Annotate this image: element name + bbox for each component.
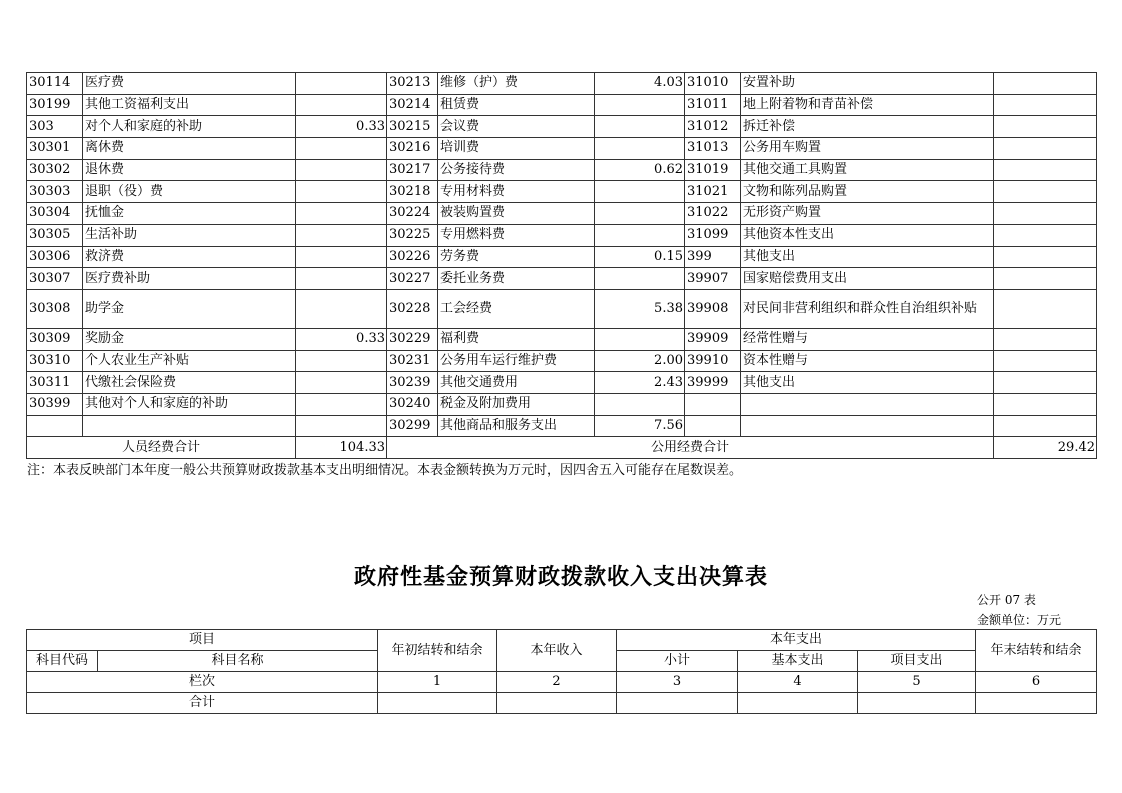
- table-row: [27, 415, 1097, 437]
- column-number: 5: [858, 672, 976, 693]
- personnel-code: 30309: [27, 328, 83, 350]
- column-number: 6: [976, 672, 1097, 693]
- personnel-code: [27, 415, 83, 437]
- capital-code: 31010: [685, 73, 741, 95]
- header-basic: 基本支出: [738, 651, 858, 672]
- capital-item: 公务用车购置: [741, 138, 994, 160]
- table-row: [27, 73, 1097, 95]
- personnel-item: 其他工资福利支出: [83, 94, 296, 116]
- public-code: 30229: [387, 328, 438, 350]
- personnel-item: 个人农业生产补贴: [83, 350, 296, 372]
- header-subtotal: 小计: [617, 651, 738, 672]
- public-amount: [595, 181, 685, 203]
- capital-item: 文物和陈列品购置: [741, 181, 994, 203]
- capital-item: 对民间非营利组织和群众性自治组织补贴: [741, 289, 994, 328]
- capital-amount: [994, 94, 1097, 116]
- capital-code: 31011: [685, 94, 741, 116]
- personnel-code: 30302: [27, 159, 83, 181]
- column-number: 4: [738, 672, 858, 693]
- capital-item: 其他支出: [741, 246, 994, 268]
- capital-item: 地上附着物和青苗补偿: [741, 94, 994, 116]
- personnel-item: 其他对个人和家庭的补助: [83, 393, 296, 415]
- table-row: [27, 94, 1097, 116]
- public-item: 被装购置费: [438, 203, 595, 225]
- column-number: 3: [617, 672, 738, 693]
- total-label: 合计: [27, 693, 378, 714]
- personnel-item: 离休费: [83, 138, 296, 160]
- table-row: [27, 159, 1097, 181]
- public-total-value: 29.42: [994, 437, 1097, 459]
- personnel-item: 退职（役）费: [83, 181, 296, 203]
- public-item: 专用材料费: [438, 181, 595, 203]
- public-item: 培训费: [438, 138, 595, 160]
- header-code: 科目代码: [27, 651, 98, 672]
- capital-code: 31022: [685, 203, 741, 225]
- personnel-item: 救济费: [83, 246, 296, 268]
- capital-amount: [994, 289, 1097, 328]
- public-code: 30218: [387, 181, 438, 203]
- public-amount: 2.00: [595, 350, 685, 372]
- personnel-code: 30307: [27, 268, 83, 290]
- personnel-item: 医疗费: [83, 73, 296, 95]
- personnel-amount: [296, 415, 387, 437]
- capital-amount: [994, 328, 1097, 350]
- personnel-code: 30303: [27, 181, 83, 203]
- personnel-code: 30301: [27, 138, 83, 160]
- public-amount: [595, 268, 685, 290]
- capital-item: 其他交通工具购置: [741, 159, 994, 181]
- personnel-item: 奖励金: [83, 328, 296, 350]
- personnel-amount: 0.33: [296, 328, 387, 350]
- public-code: 30225: [387, 224, 438, 246]
- table-row: [27, 350, 1097, 372]
- header-item: 项目: [27, 630, 378, 651]
- table-row: [27, 289, 1097, 328]
- public-code: 30299: [387, 415, 438, 437]
- fund-table-title: 政府性基金预算财政拨款收入支出决算表: [353, 564, 768, 590]
- capital-amount: [994, 393, 1097, 415]
- capital-amount: [994, 159, 1097, 181]
- expenditure-detail-table: [26, 72, 1097, 459]
- capital-amount: [994, 268, 1097, 290]
- header-project: 项目支出: [858, 651, 976, 672]
- capital-amount: [994, 116, 1097, 138]
- public-code: 30216: [387, 138, 438, 160]
- public-code: 30214: [387, 94, 438, 116]
- public-item: 其他交通费用: [438, 372, 595, 394]
- capital-item: 安置补助: [741, 73, 994, 95]
- public-amount: 0.62: [595, 159, 685, 181]
- public-item: 劳务费: [438, 246, 595, 268]
- capital-code: 31019: [685, 159, 741, 181]
- public-amount: 2.43: [595, 372, 685, 394]
- public-code: 30227: [387, 268, 438, 290]
- table-row: [27, 328, 1097, 350]
- personnel-item: 助学金: [83, 289, 296, 328]
- fund-header-row-1: [27, 630, 1097, 651]
- capital-item: 拆迁补偿: [741, 116, 994, 138]
- capital-amount: [994, 372, 1097, 394]
- capital-item: 经常性赠与: [741, 328, 994, 350]
- personnel-amount: [296, 372, 387, 394]
- personnel-amount: [296, 203, 387, 225]
- personnel-code: 30399: [27, 393, 83, 415]
- public-amount: [595, 116, 685, 138]
- capital-item: [741, 415, 994, 437]
- public-code: 30228: [387, 289, 438, 328]
- capital-item: 其他支出: [741, 372, 994, 394]
- public-item: 专用燃料费: [438, 224, 595, 246]
- capital-code: [685, 393, 741, 415]
- capital-item: 资本性赠与: [741, 350, 994, 372]
- personnel-code: 30310: [27, 350, 83, 372]
- personnel-amount: [296, 289, 387, 328]
- table-row: [27, 393, 1097, 415]
- total-cell: [976, 693, 1097, 714]
- amount-unit: 金额单位：万元: [977, 613, 1062, 627]
- header-closing: 年末结转和结余: [976, 630, 1097, 672]
- public-item: 租赁费: [438, 94, 595, 116]
- capital-amount: [994, 138, 1097, 160]
- table-row: [27, 268, 1097, 290]
- public-code: 30217: [387, 159, 438, 181]
- public-item: 其他商品和服务支出: [438, 415, 595, 437]
- table-row: [27, 181, 1097, 203]
- capital-code: [685, 415, 741, 437]
- expenditure-detail-body: [27, 73, 1097, 437]
- capital-amount: [994, 246, 1097, 268]
- public-code: 30215: [387, 116, 438, 138]
- row-column-label: 栏次: [27, 672, 378, 693]
- capital-code: 39908: [685, 289, 741, 328]
- capital-amount: [994, 181, 1097, 203]
- total-cell: [617, 693, 738, 714]
- personnel-total-label: 人员经费合计: [27, 437, 296, 459]
- form-number: 公开 07 表: [977, 593, 1036, 607]
- capital-code: 31012: [685, 116, 741, 138]
- capital-amount: [994, 203, 1097, 225]
- table-row: [27, 116, 1097, 138]
- capital-item: [741, 393, 994, 415]
- capital-amount: [994, 415, 1097, 437]
- public-amount: [595, 328, 685, 350]
- column-number: 2: [497, 672, 617, 693]
- public-item: 税金及附加费用: [438, 393, 595, 415]
- personnel-item: 对个人和家庭的补助: [83, 116, 296, 138]
- capital-amount: [994, 73, 1097, 95]
- public-item: 会议费: [438, 116, 595, 138]
- capital-code: 31021: [685, 181, 741, 203]
- personnel-amount: [296, 159, 387, 181]
- capital-amount: [994, 350, 1097, 372]
- header-income: 本年收入: [497, 630, 617, 672]
- public-total-label: 公用经费合计: [387, 437, 994, 459]
- public-amount: [595, 393, 685, 415]
- total-cell: [497, 693, 617, 714]
- personnel-code: 30114: [27, 73, 83, 95]
- public-item: 公务用车运行维护费: [438, 350, 595, 372]
- fund-total-row: [27, 693, 1097, 714]
- public-code: 30213: [387, 73, 438, 95]
- personnel-code: 303: [27, 116, 83, 138]
- personnel-amount: [296, 181, 387, 203]
- total-cell: [378, 693, 497, 714]
- personnel-amount: [296, 138, 387, 160]
- capital-item: 国家赔偿费用支出: [741, 268, 994, 290]
- public-amount: 0.15: [595, 246, 685, 268]
- government-fund-table: [26, 629, 1097, 714]
- capital-code: 39999: [685, 372, 741, 394]
- table-row: [27, 246, 1097, 268]
- personnel-amount: [296, 268, 387, 290]
- public-amount: [595, 94, 685, 116]
- capital-item: 其他资本性支出: [741, 224, 994, 246]
- table-row: [27, 138, 1097, 160]
- personnel-amount: 0.33: [296, 116, 387, 138]
- total-cell: [738, 693, 858, 714]
- personnel-amount: [296, 224, 387, 246]
- public-code: 30239: [387, 372, 438, 394]
- capital-item: 无形资产购置: [741, 203, 994, 225]
- total-cell: [858, 693, 976, 714]
- personnel-code: 30311: [27, 372, 83, 394]
- public-code: 30240: [387, 393, 438, 415]
- public-amount: [595, 138, 685, 160]
- table-note: 注：本表反映部门本年度一般公共预算财政拨款基本支出明细情况。本表金额转换为万元时，因四舍五入可能存在尾数误差。: [27, 463, 743, 478]
- personnel-amount: [296, 246, 387, 268]
- public-amount: 4.03: [595, 73, 685, 95]
- personnel-code: 30304: [27, 203, 83, 225]
- capital-amount: [994, 224, 1097, 246]
- header-name: 科目名称: [98, 651, 378, 672]
- table-row: [27, 224, 1097, 246]
- public-item: 公务接待费: [438, 159, 595, 181]
- personnel-total-value: 104.33: [296, 437, 387, 459]
- capital-code: 31013: [685, 138, 741, 160]
- personnel-item: 代缴社会保险费: [83, 372, 296, 394]
- public-item: 福利费: [438, 328, 595, 350]
- public-item: 维修（护）费: [438, 73, 595, 95]
- public-amount: 7.56: [595, 415, 685, 437]
- header-expense: 本年支出: [617, 630, 976, 651]
- public-code: 30226: [387, 246, 438, 268]
- column-number-row: [27, 672, 1097, 693]
- personnel-code: 30305: [27, 224, 83, 246]
- personnel-amount: [296, 393, 387, 415]
- personnel-code: 30199: [27, 94, 83, 116]
- totals-row: [27, 437, 1097, 459]
- personnel-code: 30308: [27, 289, 83, 328]
- personnel-item: 生活补助: [83, 224, 296, 246]
- public-item: 委托业务费: [438, 268, 595, 290]
- capital-code: 39909: [685, 328, 741, 350]
- personnel-item: 抚恤金: [83, 203, 296, 225]
- table-row: [27, 203, 1097, 225]
- column-number: 1: [378, 672, 497, 693]
- table-row: [27, 372, 1097, 394]
- public-amount: [595, 224, 685, 246]
- personnel-item: [83, 415, 296, 437]
- public-code: 30231: [387, 350, 438, 372]
- personnel-amount: [296, 73, 387, 95]
- public-amount: [595, 203, 685, 225]
- personnel-amount: [296, 350, 387, 372]
- public-amount: 5.38: [595, 289, 685, 328]
- capital-code: 399: [685, 246, 741, 268]
- public-code: 30224: [387, 203, 438, 225]
- personnel-amount: [296, 94, 387, 116]
- personnel-item: 退休费: [83, 159, 296, 181]
- personnel-code: 30306: [27, 246, 83, 268]
- capital-code: 31099: [685, 224, 741, 246]
- public-item: 工会经费: [438, 289, 595, 328]
- capital-code: 39907: [685, 268, 741, 290]
- capital-code: 39910: [685, 350, 741, 372]
- header-opening: 年初结转和结余: [378, 630, 497, 672]
- personnel-item: 医疗费补助: [83, 268, 296, 290]
